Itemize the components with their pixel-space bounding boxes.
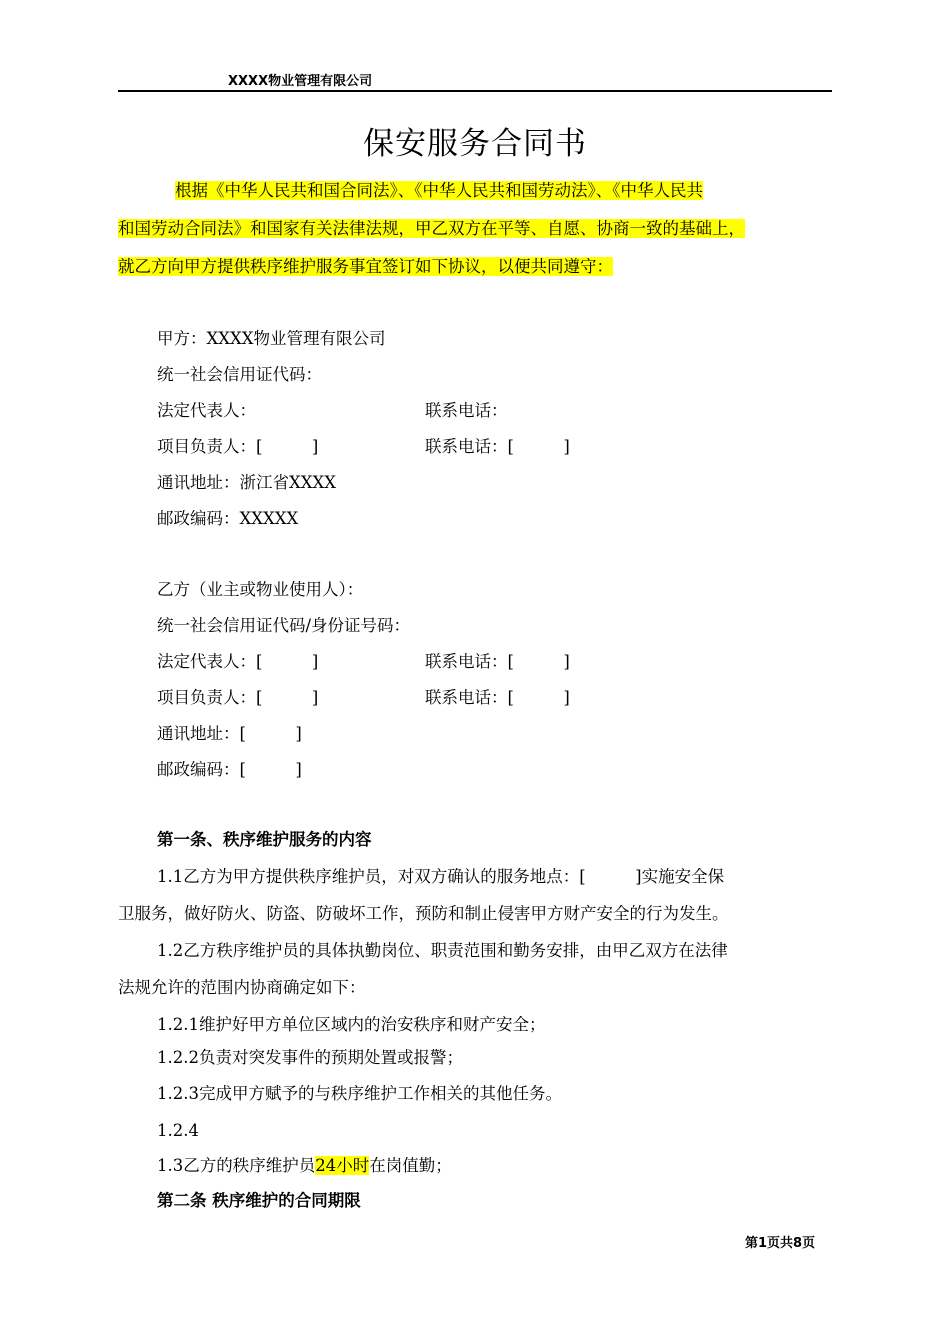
clause-1-2-line-2: 法规允许的范围内协商确定如下： (118, 978, 366, 997)
header-company: XXXX物业管理有限公司 (228, 74, 373, 89)
clause-1-3-highlight: 24小时 (315, 1156, 370, 1175)
party-a-legal-rep: 法定代表人： (157, 401, 256, 420)
party-a-project-lead: 项目负责人：[ ] (157, 437, 319, 456)
page-number: 第1页共8页 (745, 1236, 816, 1251)
party-b-project-lead: 项目负责人：[ ] (157, 688, 319, 707)
party-a-address: 通讯地址：浙江省XXXX (157, 473, 336, 492)
party-a-project-lead-phone: 联系电话：[ ] (425, 437, 570, 456)
document-title: 保安服务合同书 (363, 126, 587, 162)
intro-line-1: 根据《中华人民共和国合同法》、《中华人民共和国劳动法》、《中华人民共 (175, 181, 703, 200)
intro-line-3: 就乙方向甲方提供秩序维护服务事宜签订如下协议，以便共同遵守： (118, 257, 613, 276)
clause-1-2-1: 1.2.1维护好甲方单位区域内的治安秩序和财产安全； (157, 1015, 546, 1034)
article-2-heading: 第二条 秩序维护的合同期限 (157, 1191, 361, 1210)
party-a-postcode: 邮政编码：XXXXX (157, 509, 299, 528)
clause-1-3: 1.3乙方的秩序维护员24小时在岗值勤； (157, 1156, 452, 1175)
clause-1-2-4: 1.2.4 (157, 1121, 199, 1140)
party-a-credit-code: 统一社会信用证代码： (157, 365, 322, 384)
party-b-postcode: 邮政编码：[ ] (157, 760, 302, 779)
party-b-project-lead-phone: 联系电话：[ ] (425, 688, 570, 707)
party-b-legal-rep-phone: 联系电话：[ ] (425, 652, 570, 671)
article-1-heading: 第一条、秩序维护服务的内容 (157, 830, 372, 849)
intro-line-2: 和国劳动合同法》和国家有关法律法规，甲乙双方在平等、自愿、协商一致的基础上， (118, 219, 745, 238)
party-a-legal-rep-phone: 联系电话： (425, 401, 508, 420)
party-b-credit-code: 统一社会信用证代码/身份证号码： (157, 616, 411, 635)
clause-1-2-3: 1.2.3完成甲方赋予的与秩序维护工作相关的其他任务。 (157, 1084, 562, 1103)
party-b-name: 乙方（业主或物业使用人）： (157, 580, 364, 599)
party-b-legal-rep: 法定代表人：[ ] (157, 652, 319, 671)
party-b-address: 通讯地址：[ ] (157, 724, 302, 743)
clause-1-2-line-1: 1.2乙方秩序维护员的具体执勤岗位、职责范围和勤务安排，由甲乙双方在法律 (157, 941, 728, 960)
clause-1-2-2: 1.2.2负责对突发事件的预期处置或报警； (157, 1048, 463, 1067)
clause-1-1-line-1: 1.1乙方为甲方提供秩序维护员，对双方确认的服务地点：[ ]实施安全保 (157, 867, 725, 886)
clause-1-1-line-2: 卫服务，做好防火、防盗、防破坏工作，预防和制止侵害甲方财产安全的行为发生。 (118, 904, 729, 923)
page-header (118, 68, 832, 92)
party-a-name: 甲方：XXXX物业管理有限公司 (157, 329, 386, 348)
